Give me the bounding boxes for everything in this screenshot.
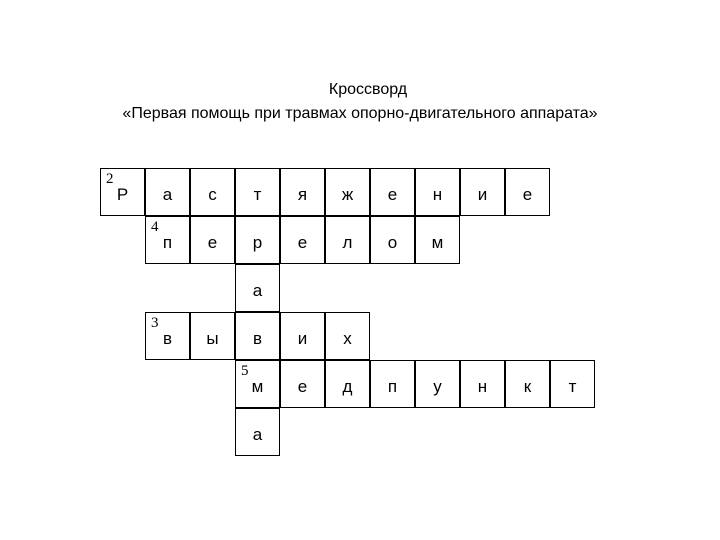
crossword-cell <box>505 360 550 408</box>
crossword-cell <box>100 168 145 216</box>
cell-letter: а <box>252 281 263 300</box>
crossword-cell <box>370 168 415 216</box>
clue-number: 5 <box>241 363 249 379</box>
cell-letter: р <box>252 233 263 252</box>
crossword-cell <box>235 408 280 456</box>
crossword-cell <box>280 312 325 360</box>
crossword-cell <box>235 360 280 408</box>
crossword-cell <box>145 168 190 216</box>
cell-letter: ы <box>206 329 219 348</box>
crossword-cell <box>550 360 595 408</box>
crossword-cell <box>370 216 415 264</box>
crossword-cell <box>235 312 280 360</box>
cell-letter: у <box>433 377 442 396</box>
cell-letter: в <box>252 329 263 348</box>
cell-letter: е <box>387 185 398 204</box>
cell-letter: ж <box>341 185 354 204</box>
cell-letter: е <box>522 185 533 204</box>
cell-letter: н <box>477 377 488 396</box>
crossword-cell <box>145 216 190 264</box>
crossword-cell <box>415 216 460 264</box>
crossword-subtitle: «Первая помощь при травмах опорно-двигательного аппарата» <box>122 105 598 122</box>
cell-letter: е <box>297 233 308 252</box>
crossword-cell <box>280 168 325 216</box>
crossword-cell <box>235 264 280 312</box>
crossword-cell <box>235 168 280 216</box>
cell-letter: о <box>387 233 398 252</box>
cell-letter: н <box>432 185 443 204</box>
crossword-cell <box>190 168 235 216</box>
crossword-cell <box>190 312 235 360</box>
crossword-cell <box>280 360 325 408</box>
crossword-cell <box>280 216 325 264</box>
cell-letter: е <box>297 377 308 396</box>
cell-letter: а <box>162 185 173 204</box>
crossword-cell <box>145 312 190 360</box>
clue-number: 3 <box>151 315 159 331</box>
cell-letter: и <box>297 329 308 348</box>
crossword-cell <box>460 168 505 216</box>
crossword-cell <box>325 360 370 408</box>
cell-letter: в <box>162 329 173 348</box>
cell-letter: п <box>162 233 173 252</box>
cell-letter: а <box>252 425 263 444</box>
cell-letter: т <box>253 185 262 204</box>
cell-letter: л <box>342 233 353 252</box>
crossword-cell <box>460 360 505 408</box>
crossword-cell <box>325 216 370 264</box>
cell-letter: е <box>207 233 218 252</box>
cell-letter: Р <box>116 185 129 204</box>
clue-number: 4 <box>151 219 159 235</box>
cell-letter: и <box>477 185 488 204</box>
crossword-cell <box>190 216 235 264</box>
cell-letter: м <box>251 377 264 396</box>
cell-letter: с <box>208 185 217 204</box>
crossword-cell <box>235 216 280 264</box>
cell-letter: п <box>387 377 398 396</box>
cell-letter: к <box>523 377 532 396</box>
cell-letter: х <box>343 329 352 348</box>
crossword-title: Кроссворд <box>328 81 408 98</box>
clue-number: 2 <box>106 171 114 187</box>
crossword-cell <box>370 360 415 408</box>
cell-letter: м <box>431 233 444 252</box>
crossword-cell <box>415 360 460 408</box>
crossword-cell <box>325 168 370 216</box>
cell-letter: д <box>342 377 353 396</box>
cell-letter: я <box>297 185 308 204</box>
crossword-cell <box>325 312 370 360</box>
cell-letter: т <box>568 377 577 396</box>
crossword-cell <box>415 168 460 216</box>
crossword-cell <box>505 168 550 216</box>
